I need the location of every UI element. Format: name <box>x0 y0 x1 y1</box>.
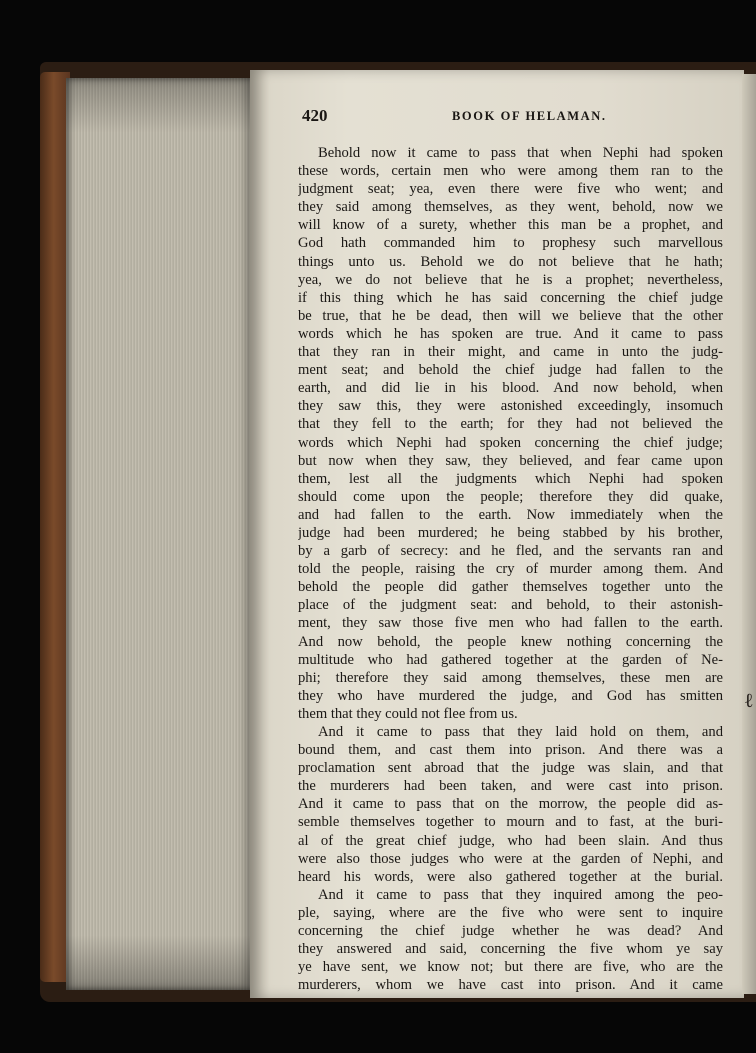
text-line: they said among themselves, as they went, behold, now we <box>298 199 723 216</box>
text-line: Behold now it came to pass that when Nephi had spoken <box>318 145 723 161</box>
text-line: words which he has spoken are true. And it came to pass <box>298 325 723 342</box>
text-line: al of the great chief judge, who had been slain. And thus <box>298 832 723 849</box>
text-line: will know of a surety, whether this man be a prophet, and <box>298 217 723 234</box>
text-line: told the people, raising the cry of murder among them. And <box>298 561 723 578</box>
text-line: them, lest all the judgments which Nephi had spoken <box>298 470 723 487</box>
text-line: heard his words, were also gathered together at the burial. <box>298 868 723 885</box>
text-line: but now when they saw, they believed, and fear came upon <box>298 452 723 469</box>
text-line: if this thing which he has said concerning the chief judge <box>298 289 723 306</box>
text-line: they answered and said, concerning the five whom ye say <box>298 941 723 958</box>
text-line: phi; therefore they said among themselves, these men are <box>298 669 723 686</box>
text-line: they who have murdered the judge, and God has smitten <box>298 687 723 704</box>
running-title: BOOK OF HELAMAN. <box>452 109 607 123</box>
text-line: should come upon the people; therefore they did quake, <box>298 488 723 505</box>
text-line: And now behold, the people knew nothing concerning the <box>298 633 723 650</box>
text-line: that they ran in their might, and came in unto the judg- <box>298 344 723 361</box>
text-line: God hath commanded him to prophesy such marvellous <box>298 235 723 252</box>
text-line: were also those judges who were at the garden of Nephi, and <box>298 850 723 867</box>
text-line: ple, saying, where are the five who were sent to inquire <box>298 904 723 921</box>
page-edges-stack <box>66 78 252 990</box>
margin-annotation: ℓ <box>744 690 754 712</box>
text-line: And it came to pass that on the morrow, the people did as- <box>298 796 723 813</box>
text-line: things unto us. Behold we do not believe that he hath; <box>298 253 723 270</box>
text-line: the murderers had been taken, and were cast into prison. <box>298 778 723 795</box>
text-line: And it came to pass that they inquired among the peo- <box>318 886 723 903</box>
text-line: place of the judgment seat: and behold, to their astonish- <box>298 597 723 614</box>
text-line: semble themselves together to mourn and to fast, at the buri- <box>298 814 723 831</box>
text-line: and had fallen to the earth. Now immediately when the <box>298 506 723 523</box>
text-line: yea, we do not believe that he is a prophet; nevertheless, <box>298 271 723 288</box>
text-line: them that they could not flee from us. <box>298 705 518 722</box>
facing-page-edge <box>742 74 756 994</box>
text-line: behold the people did gather themselves together unto the <box>298 579 723 596</box>
text-line: bound them, and cast them into prison. And there was a <box>298 742 723 759</box>
text-line: multitude who had gathered together at the garden of Ne- <box>298 651 723 668</box>
text-line: proclamation sent abroad that the judge was slain, and that <box>298 760 723 777</box>
text-line: ye have sent, we know not; but there are five, who are the <box>298 959 723 976</box>
text-body <box>298 144 723 994</box>
page-number: 420 <box>302 106 328 125</box>
page-header <box>302 106 722 128</box>
text-line: judge had been murdered; he being stabbed by his brother, <box>298 524 723 541</box>
text-line: these words, certain men who were among them ran to the <box>298 163 723 180</box>
text-line: And it came to pass that they laid hold on them, and <box>318 724 723 740</box>
text-line: ment seat; and behold the chief judge had fallen to the <box>298 362 723 379</box>
text-line: ment, they saw those five men who had fallen to the earth. <box>298 615 723 632</box>
text-line: be true, that he be dead, then will we believe that the other <box>298 307 723 324</box>
text-line: they saw this, they were astonished exceedingly, insomuch <box>298 398 723 415</box>
text-line: that they fell to the earth; for they had not believed the <box>298 416 723 433</box>
text-line: earth, and did lie in his blood. And now behold, when <box>298 380 723 397</box>
text-line: words which Nephi had spoken concerning the chief judge; <box>298 434 723 451</box>
text-line: by a garb of secrecy: and he fled, and the servants ran and <box>298 543 723 560</box>
text-line: murderers, whom we have cast into prison. And it came <box>298 977 723 994</box>
text-line: concerning the chief judge whether he was dead? And <box>298 923 723 940</box>
text-line: judgment seat; yea, even there were five who went; and <box>298 181 723 198</box>
